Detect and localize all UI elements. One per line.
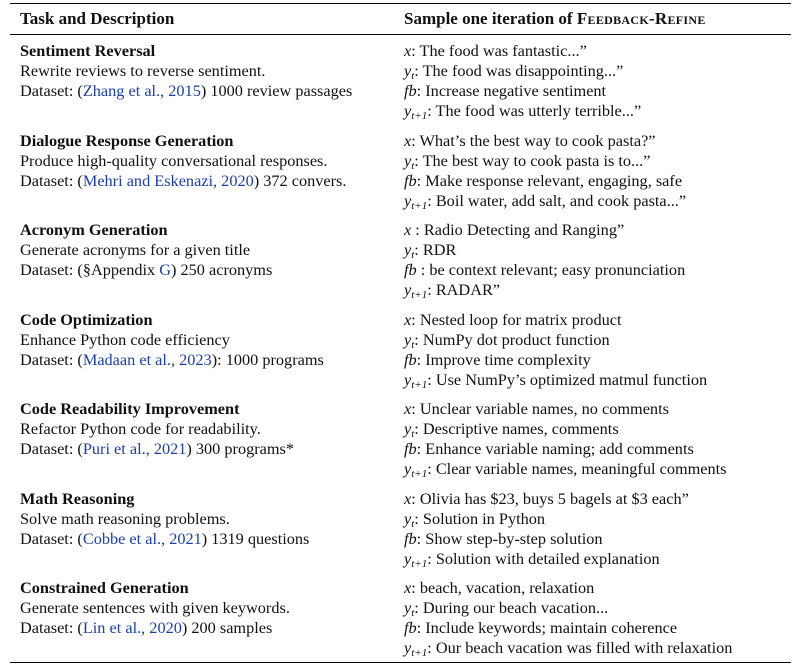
task-name: Code Readability Improvement — [20, 399, 240, 418]
table-row — [10, 489, 791, 571]
task-description: Refactor Python code for readability. — [20, 419, 261, 438]
sample-feedback-text: : Improve time complexity — [416, 350, 591, 369]
sample-input-text: : Olivia has $23, buys 5 bagels at $3 each” — [411, 489, 689, 508]
table-row — [10, 310, 791, 392]
table-row — [10, 399, 791, 481]
symbol-y: y — [404, 240, 412, 259]
sample-feedback — [404, 529, 791, 549]
symbol-y-t — [404, 330, 414, 349]
task-description: Generate acronyms for a given title — [20, 240, 251, 259]
symbol-y: y — [404, 638, 412, 657]
sample-output-text: : The food was disappointing...” — [414, 61, 624, 80]
task-dataset — [20, 171, 400, 191]
table-header-rule — [10, 34, 791, 35]
sample-output-text: : The best way to cook pasta is to...” — [414, 151, 651, 170]
table-row — [10, 131, 791, 213]
symbol-sub-t1: t+1 — [411, 558, 428, 570]
task-cell — [20, 489, 400, 549]
task-dataset — [20, 618, 400, 638]
symbol-y: y — [404, 370, 412, 389]
sample-refined — [404, 280, 791, 300]
sample-feedback — [404, 350, 791, 370]
sample-refined — [404, 549, 791, 569]
task-cell — [20, 310, 400, 370]
dataset-prefix: Dataset: (§Appendix — [20, 260, 160, 279]
task-cell — [20, 399, 400, 459]
task-name: Math Reasoning — [20, 489, 135, 508]
task-description: Generate sentences with given keywords. — [20, 598, 290, 617]
symbol-x: x — [404, 310, 412, 329]
sample-refined — [404, 638, 791, 658]
symbol-x: x — [404, 41, 412, 60]
sample-refined-text: : Use NumPy’s optimized matmul function — [427, 370, 708, 389]
symbol-fb: fb — [404, 171, 417, 190]
sample-cell — [404, 489, 791, 569]
sample-refined-text: : Solution with detailed explanation — [427, 549, 660, 568]
symbol-sub-t: t — [411, 518, 415, 530]
dataset-prefix: Dataset: ( — [20, 171, 83, 190]
sample-input — [404, 131, 791, 151]
table-row — [10, 578, 791, 660]
sample-input-text: : beach, vacation, relaxation — [411, 578, 595, 597]
dataset-citation-link[interactable]: Zhang et al., 2015 — [82, 81, 201, 100]
sample-input — [404, 41, 791, 61]
sample-output — [404, 240, 791, 260]
sample-refined — [404, 191, 791, 211]
symbol-y: y — [404, 459, 412, 478]
sample-output — [404, 61, 791, 81]
symbol-y-t1 — [404, 280, 427, 299]
task-name: Dialogue Response Generation — [20, 131, 234, 150]
symbol-fb: fb — [404, 260, 417, 279]
symbol-sub-t1: t+1 — [411, 468, 428, 480]
task-name: Constrained Generation — [20, 578, 189, 597]
table-row — [10, 220, 791, 302]
sample-refined — [404, 101, 791, 121]
task-description: Rewrite reviews to reverse sentiment. — [20, 61, 266, 80]
sample-output-text: : During our beach vacation... — [414, 598, 609, 617]
sample-feedback — [404, 260, 791, 280]
sample-feedback-text: : Enhance variable naming; add comments — [416, 439, 694, 458]
table-row — [10, 41, 791, 123]
sample-input — [404, 399, 791, 419]
sample-refined-text: : Our beach vacation was filled with relaxation — [427, 638, 733, 657]
symbol-sub-t: t — [411, 428, 415, 440]
task-cell — [20, 41, 400, 101]
symbol-y: y — [404, 101, 412, 120]
symbol-sub-t: t — [411, 607, 415, 619]
task-description: Solve math reasoning problems. — [20, 509, 230, 528]
dataset-suffix: ) 250 acronyms — [171, 260, 273, 279]
task-dataset — [20, 260, 400, 280]
sample-output — [404, 330, 791, 350]
sample-cell — [404, 310, 791, 390]
sample-cell — [404, 220, 791, 300]
symbol-y: y — [404, 280, 412, 299]
symbol-sub-t1: t+1 — [411, 647, 428, 659]
sample-feedback-text: : be context relevant; easy pronunciation — [416, 260, 686, 279]
symbol-sub-t1: t+1 — [411, 379, 428, 391]
sample-input — [404, 489, 791, 509]
symbol-y-t — [404, 240, 414, 259]
task-cell — [20, 131, 400, 191]
task-description: Produce high-quality conversational responses. — [20, 151, 328, 170]
symbol-sub-t: t — [411, 249, 415, 261]
sample-cell — [404, 41, 791, 121]
sample-cell — [404, 578, 791, 658]
dataset-citation-link[interactable]: Cobbe et al., 2021 — [82, 529, 202, 548]
dataset-suffix: ) 200 samples — [181, 618, 273, 637]
sample-feedback — [404, 171, 791, 191]
symbol-sub-t: t — [411, 70, 415, 82]
sample-feedback-text: : Include keywords; maintain coherence — [416, 618, 678, 637]
symbol-fb: fb — [404, 81, 417, 100]
dataset-prefix: Dataset: ( — [20, 350, 83, 369]
task-dataset — [20, 439, 400, 459]
sample-output-text: : RDR — [414, 240, 457, 259]
dataset-suffix: ) 300 programs* — [186, 439, 295, 458]
symbol-x: x — [404, 489, 412, 508]
symbol-sub-t: t — [411, 339, 415, 351]
task-dataset — [20, 350, 400, 370]
table-bottom-rule — [10, 662, 791, 663]
symbol-sub-t1: t+1 — [411, 289, 428, 301]
symbol-y: y — [404, 191, 412, 210]
dataset-citation-link[interactable]: Lin et al., 2020 — [82, 618, 182, 637]
table-top-rule — [10, 3, 791, 4]
sample-refined — [404, 370, 791, 390]
symbol-y-t — [404, 509, 414, 528]
dataset-citation-link[interactable]: Madaan et al., 2023 — [82, 350, 212, 369]
dataset-citation-link[interactable]: G — [159, 260, 172, 279]
sample-feedback-text: : Show step-by-step solution — [416, 529, 603, 548]
symbol-fb: fb — [404, 618, 417, 637]
sample-output-text: : Descriptive names, comments — [414, 419, 619, 438]
task-name: Acronym Generation — [20, 220, 168, 239]
sample-input — [404, 310, 791, 330]
sample-output-text: : NumPy dot product function — [414, 330, 610, 349]
symbol-y-t1 — [404, 101, 427, 120]
dataset-suffix: ): 1000 programs — [211, 350, 324, 369]
symbol-y-t1 — [404, 370, 427, 389]
symbol-y: y — [404, 549, 412, 568]
symbol-y-t1 — [404, 549, 427, 568]
dataset-suffix: ) 1319 questions — [201, 529, 310, 548]
sample-cell — [404, 131, 791, 211]
symbol-x: x — [404, 399, 412, 418]
symbol-sub-t: t — [411, 160, 415, 172]
sample-input — [404, 578, 791, 598]
sample-feedback — [404, 618, 791, 638]
symbol-x: x — [404, 220, 412, 239]
sample-input-text: : Nested loop for matrix product — [411, 310, 622, 329]
task-name: Code Optimization — [20, 310, 153, 329]
sample-refined-text: : RADAR” — [427, 280, 501, 299]
sample-feedback-text: : Make response relevant, engaging, safe — [416, 171, 683, 190]
symbol-fb: fb — [404, 529, 417, 548]
dataset-prefix: Dataset: ( — [20, 618, 83, 637]
dataset-prefix: Dataset: ( — [20, 529, 83, 548]
sample-input-text: : The food was fantastic...” — [411, 41, 587, 60]
sample-refined-text: : Clear variable names, meaningful comments — [427, 459, 727, 478]
symbol-y-t1 — [404, 638, 427, 657]
dataset-suffix: ) 372 convers. — [253, 171, 347, 190]
symbol-y: y — [404, 598, 412, 617]
symbol-y: y — [404, 419, 412, 438]
task-description: Enhance Python code efficiency — [20, 330, 230, 349]
sample-cell — [404, 399, 791, 479]
task-cell — [20, 220, 400, 280]
sample-output — [404, 151, 791, 171]
symbol-x: x — [404, 578, 412, 597]
symbol-y: y — [404, 151, 412, 170]
task-dataset — [20, 81, 400, 101]
sample-feedback-text: : Increase negative sentiment — [416, 81, 607, 100]
sample-input-text: : Radio Detecting and Ranging” — [411, 220, 625, 239]
dataset-prefix: Dataset: ( — [20, 81, 83, 100]
dataset-citation-link[interactable]: Mehri and Eskenazi, 2020 — [82, 171, 254, 190]
dataset-prefix: Dataset: ( — [20, 439, 83, 458]
symbol-y: y — [404, 330, 412, 349]
sample-feedback — [404, 439, 791, 459]
header-sample-iteration — [404, 9, 706, 29]
sample-input-text: : Unclear variable names, no comments — [411, 399, 669, 418]
sample-refined-text: : The food was utterly terrible...” — [427, 101, 642, 120]
symbol-y: y — [404, 61, 412, 80]
sample-output-text: : Solution in Python — [414, 509, 546, 528]
symbol-x: x — [404, 131, 412, 150]
sample-input-text: : What’s the best way to cook pasta?” — [411, 131, 656, 150]
header-task-description: Task and Description — [20, 9, 175, 28]
header-sample-prefix: Sample one iteration of — [404, 9, 577, 28]
sample-refined-text: : Boil water, add salt, and cook pasta...” — [427, 191, 687, 210]
symbol-sub-t1: t+1 — [411, 110, 428, 122]
header-method-name: Feedback-Refine — [576, 9, 706, 28]
dataset-suffix: ) 1000 review passages — [200, 81, 353, 100]
symbol-fb: fb — [404, 350, 417, 369]
task-cell — [20, 578, 400, 638]
sample-refined — [404, 459, 791, 479]
symbol-y-t — [404, 61, 414, 80]
symbol-sub-t1: t+1 — [411, 200, 428, 212]
symbol-y-t1 — [404, 459, 427, 478]
sample-output — [404, 419, 791, 439]
symbol-y-t — [404, 598, 414, 617]
symbol-y-t1 — [404, 191, 427, 210]
sample-input — [404, 220, 791, 240]
symbol-y-t — [404, 419, 414, 438]
dataset-citation-link[interactable]: Puri et al., 2021 — [82, 439, 187, 458]
sample-output — [404, 598, 791, 618]
task-name: Sentiment Reversal — [20, 41, 156, 60]
task-dataset — [20, 529, 400, 549]
symbol-y-t — [404, 151, 414, 170]
sample-output — [404, 509, 791, 529]
symbol-fb: fb — [404, 439, 417, 458]
symbol-y: y — [404, 509, 412, 528]
sample-feedback — [404, 81, 791, 101]
